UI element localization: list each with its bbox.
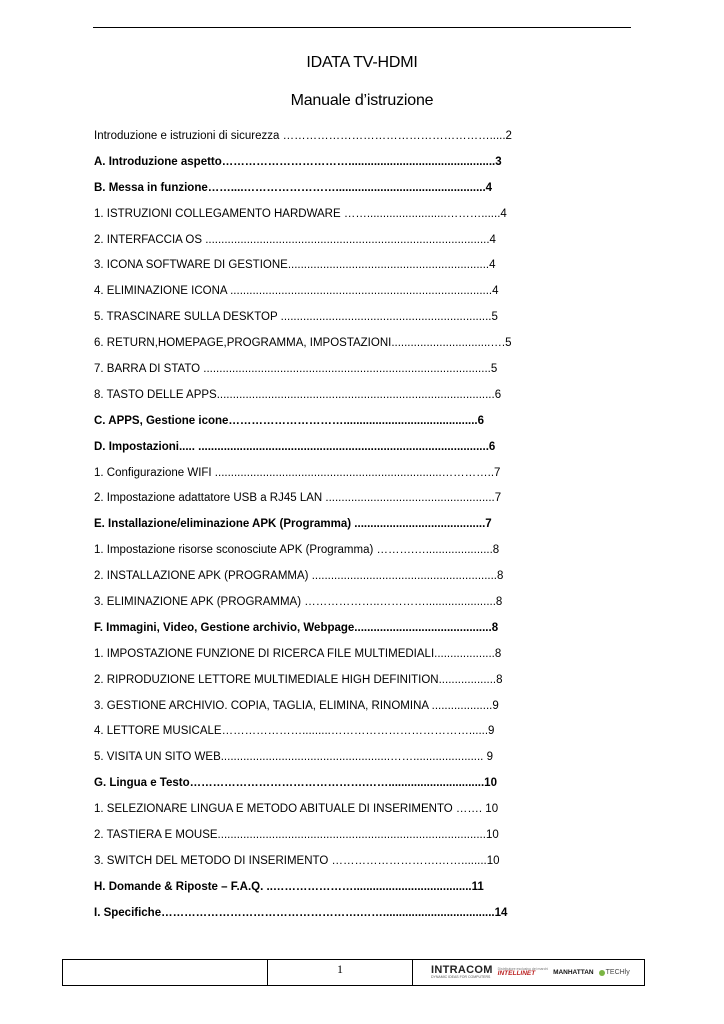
toc-entry (94, 126, 534, 152)
toc-entry (94, 540, 534, 566)
techly-logo (599, 969, 630, 976)
intracom-logo-mark: INTRACOM (431, 964, 493, 977)
toc-entry-text: 1. IMPOSTAZIONE FUNZIONE DI RICERCA FILE MULTIMEDIALI...................8 (94, 647, 502, 660)
toc-entry-text: G. Lingua e Testo……………………………………….……..............................10 (94, 777, 497, 790)
toc-entry-text: 1. ISTRUZIONI COLLEGAMENTO HARDWARE …….........................………......4 (94, 207, 507, 220)
toc-entry-text: 2. RIPRODUZIONE LETTORE MULTIMEDIALE HIGH DEFINITION..................8 (94, 673, 503, 686)
toc-entry-text: 4. LETTORE MUSICALE………………….........………………………………......9 (94, 725, 495, 738)
toc-entry-text: 6. RETURN,HOMEPAGE,PROGRAMMA, IMPOSTAZIONI...............................….5 (94, 337, 512, 350)
toc-entry (94, 903, 534, 929)
toc-entry-text: 4. ELIMINAZIONE ICONA ..................................................................................4 (94, 285, 499, 298)
toc-entry (94, 359, 534, 385)
toc-entry (94, 747, 534, 773)
toc-entry (94, 592, 534, 618)
toc-entry (94, 307, 534, 333)
toc-entry-text: 3. ELIMINAZIONE APK (PROGRAMMA) ………………..…………......................8 (94, 596, 503, 609)
page-number: 1 (268, 960, 413, 985)
toc-entry (94, 851, 534, 877)
toc-entry-text: A. Introduzione aspetto……………………………..............................................3 (94, 155, 502, 168)
toc-entry-text: I. Specifiche…………………………………………….……...................................14 (94, 906, 508, 919)
toc-entry (94, 825, 534, 851)
toc-entry (94, 721, 534, 747)
toc-entry-text: 3. GESTIONE ARCHIVIO. COPIA, TAGLIA, ELIMINA, RINOMINA ...................9 (94, 699, 499, 712)
document-subtitle: Manuale d’istruzione (290, 92, 434, 109)
toc-entry (94, 877, 534, 903)
intellinet-logo-text: INTELLINET (497, 970, 536, 977)
toc-entry-text: C. APPS, Gestione icone…………………………..........................................6 (94, 414, 485, 427)
distributor-caption: Distributore esclusivo dei marchi (497, 966, 549, 971)
toc-entry-text: H. Domande & Riposte – F.A.Q. ..………………….....................................11 (94, 880, 484, 893)
footer-table (62, 959, 645, 986)
toc-entry-text: F. Immagini, Video, Gestione archivio, Webpage...........................................8 (94, 621, 499, 634)
toc-entry (94, 618, 534, 644)
toc-entry (94, 230, 534, 256)
toc-entry-text: 7. BARRA DI STATO ..........................................................................................5 (94, 363, 498, 376)
manhattan-logo: MANHATTAN (553, 969, 594, 976)
table-of-contents (94, 126, 534, 929)
toc-entry (94, 463, 534, 489)
toc-entry-text: Introduzione e istruzioni di sicurezza ……………………………………………….....2 (94, 130, 512, 142)
toc-entry (94, 488, 534, 514)
intracom-logo-tagline: DYNAMIC IDEAS FOR COMPUTERS (431, 975, 491, 980)
toc-entry (94, 514, 534, 540)
toc-entry (94, 385, 534, 411)
toc-entry-text: 5. TRASCINARE SULLA DESKTOP ..................................................................5 (94, 311, 498, 324)
toc-entry (94, 437, 534, 463)
toc-entry-text: 1. Impostazione risorse sconosciute APK (Programma) ……….….....................8 (94, 544, 500, 557)
toc-entry (94, 178, 534, 204)
toc-entry (94, 152, 534, 178)
toc-entry-text: 5. VISITA UN SITO WEB.....................................................……...................... 9 (94, 751, 493, 764)
toc-entry-text: 3. SWITCH DEL METODO DI INSERIMENTO ……………………….……........10 (94, 854, 500, 867)
toc-entry (94, 255, 534, 281)
techly-logo-text: TECHly (605, 969, 630, 976)
toc-entry (94, 204, 534, 230)
footer-cell-empty (63, 960, 268, 985)
toc-entry (94, 411, 534, 437)
techly-logo-icon (599, 970, 605, 976)
toc-entry (94, 670, 534, 696)
toc-entry (94, 333, 534, 359)
toc-entry-text: B. Messa in funzione……....……………………...............................................4 (94, 181, 493, 194)
toc-entry (94, 799, 534, 825)
toc-entry-text: 2. INSTALLAZIONE APK (PROGRAMMA) ..........................................................8 (94, 570, 504, 583)
toc-entry (94, 773, 534, 799)
document-title: IDATA TV-HDMI (306, 54, 418, 71)
toc-entry-text: 2. Impostazione adattatore USB a RJ45 LAN .....................................................7 (94, 492, 502, 505)
toc-entry (94, 696, 534, 722)
toc-entry-text: 1. Configurazione WIFI .......................................................................…………..7 (94, 466, 501, 479)
header-rule (93, 27, 631, 28)
toc-entry (94, 644, 534, 670)
toc-entry-text: 2. INTERFACCIA OS .........................................................................................4 (94, 233, 496, 246)
toc-entry-text: E. Installazione/eliminazione APK (Programma) .........................................7 (94, 518, 492, 531)
intellinet-logo (498, 968, 548, 978)
toc-entry-text: 1. SELEZIONARE LINGUA E METODO ABITUALE DI INSERIMENTO ……. 10 (94, 803, 499, 816)
toc-entry-text: D. Impostazioni..... ...........................................................................................6 (94, 440, 496, 453)
toc-entry-text: 3. ICONA SOFTWARE DI GESTIONE...............................................................4 (94, 259, 496, 272)
intracom-logo (431, 965, 493, 980)
toc-entry (94, 566, 534, 592)
toc-entry (94, 281, 534, 307)
toc-entry-text: 8. TASTO DELLE APPS.......................................................................................6 (94, 388, 502, 401)
footer-logos (413, 960, 644, 985)
toc-entry-text: 2. TASTIERA E MOUSE....................................................................................10 (94, 829, 499, 842)
